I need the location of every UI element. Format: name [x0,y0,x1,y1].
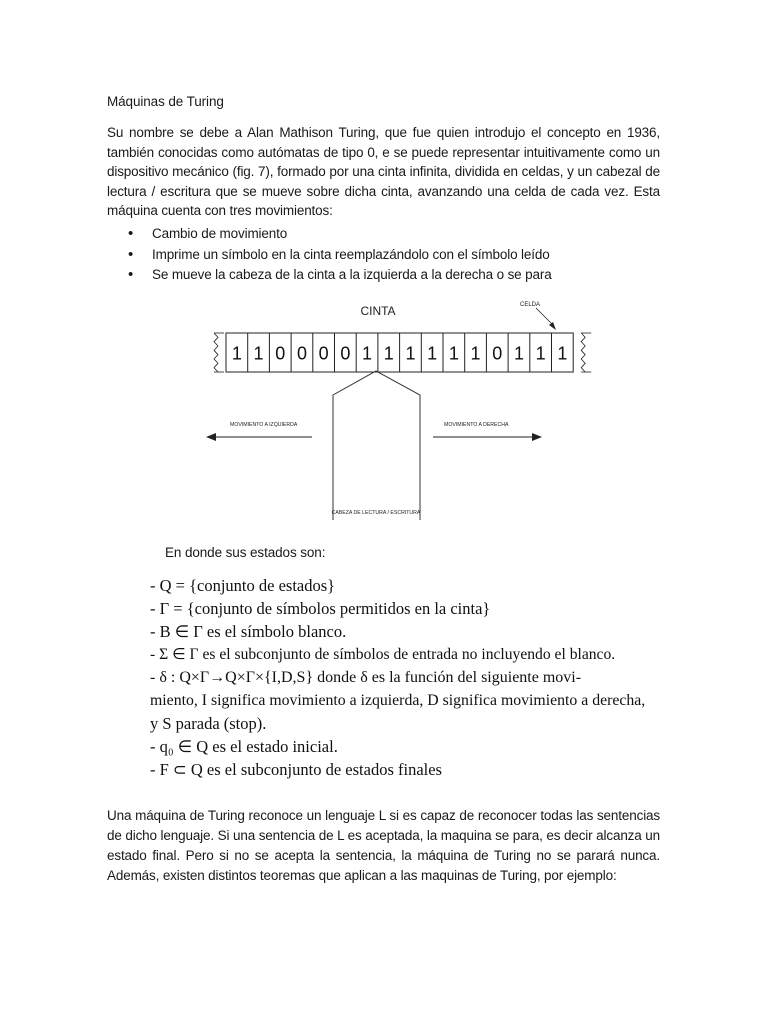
closing-paragraph: Una máquina de Turing reconoce un lenguaje L si es capaz de reconocer todas las sentencias de dicho lenguaje. Si una sentencia de L es aceptada, la maquina se para, es decir alcanza un estado final. Pero si no se acepta la sentencia, la máquina de Turing no se parará nunca. Además, existen distintos teoremas que aplican a las maquinas de Turing, por ejemplo: [107,808,660,883]
tape-break-right [581,333,585,372]
tape-cell-symbol: 0 [275,343,286,364]
math-line: miento, I significa movimiento a izquierda, D significa movimiento a derecha, [150,692,646,709]
tape-cell-symbol: 0 [296,343,307,364]
section-heading: Máquinas de Turing [107,94,224,109]
tape-cell-symbol: 1 [405,343,416,364]
tape-cell-symbol: 1 [470,343,481,364]
tape-title: CINTA [360,304,396,318]
states-intro: En donde sus estados son: [165,545,326,560]
state-definitions [150,574,646,781]
tape-cell-symbol: 0 [318,343,329,364]
cell-label: CELDA [520,302,541,308]
read-write-head [333,371,420,520]
tape-cell-symbol: 1 [253,343,264,364]
tape-cell-symbol: 1 [362,343,373,364]
right-arrowhead [532,433,542,441]
tape-cell-symbol: 1 [535,343,546,364]
intro-paragraph: Su nombre se debe a Alan Mathison Turing, que fue quien introdujo el concepto en 1936, también conocidas como autómatas de tipo 0, e se puede representar intuitivamente como un dispositivo mecánico (fig. 7), formado por una cinta infinita, dividida en celdas, y un cabezal de lectura / escritura que se mueve sobre dicha cinta, avanzando una celda de cada vez. Esta máquina cuenta con tres movimientos: [107,125,660,218]
right-move-label: MOVIMIENTO A DERECHA [444,422,509,428]
tape-cell-symbol: 1 [448,343,459,364]
list-item: • Imprime un símbolo en la cinta reemplazándolo con el símbolo leído [128,245,552,266]
list-item: • Cambio de movimiento [128,224,552,245]
math-line: - Γ = {conjunto de símbolos permitidos en la cinta} [150,599,491,618]
turing-machine-diagram [200,296,600,522]
math-line: - δ : Q×Γ→Q×Γ×{I,D,S} donde δ es la función del siguiente movi- [150,669,582,686]
movement-list [128,224,552,286]
math-line: - B ∈ Γ es el símbolo blanco. [150,622,347,641]
math-line: - Σ ∈ Γ es el subconjunto de símbolos de entrada no incluyendo el blanco. [150,646,616,663]
list-item: • Se mueve la cabeza de la cinta a la izquierda a la derecha o se para [128,265,552,286]
tape-cell-symbol: 1 [383,343,394,364]
left-arrowhead [206,433,216,441]
head-label: CABEZA DE LECTURA / ESCRITURA [331,510,421,516]
tape [214,333,591,372]
tape-cell-symbol: 0 [340,343,351,364]
tape-break-left [214,333,218,372]
tape-cell-symbol: 1 [557,343,568,364]
math-line: y S parada (stop). [150,714,267,733]
tape-cell-symbol: 0 [492,343,503,364]
math-line: - Q = {conjunto de estados} [150,576,336,595]
math-line: - F ⊂ Q es el subconjunto de estados finales [150,760,442,779]
tape-cell-symbol: 1 [231,343,242,364]
left-move-label: MOVIMIENTO A IZQUIERDA [230,422,298,428]
tape-cell-symbol: 1 [513,343,524,364]
tape-cell-symbol: 1 [427,343,438,364]
cell-pointer-arrowhead [549,322,556,330]
math-line: - q₀ ∈ Q es el estado inicial. [150,737,338,756]
